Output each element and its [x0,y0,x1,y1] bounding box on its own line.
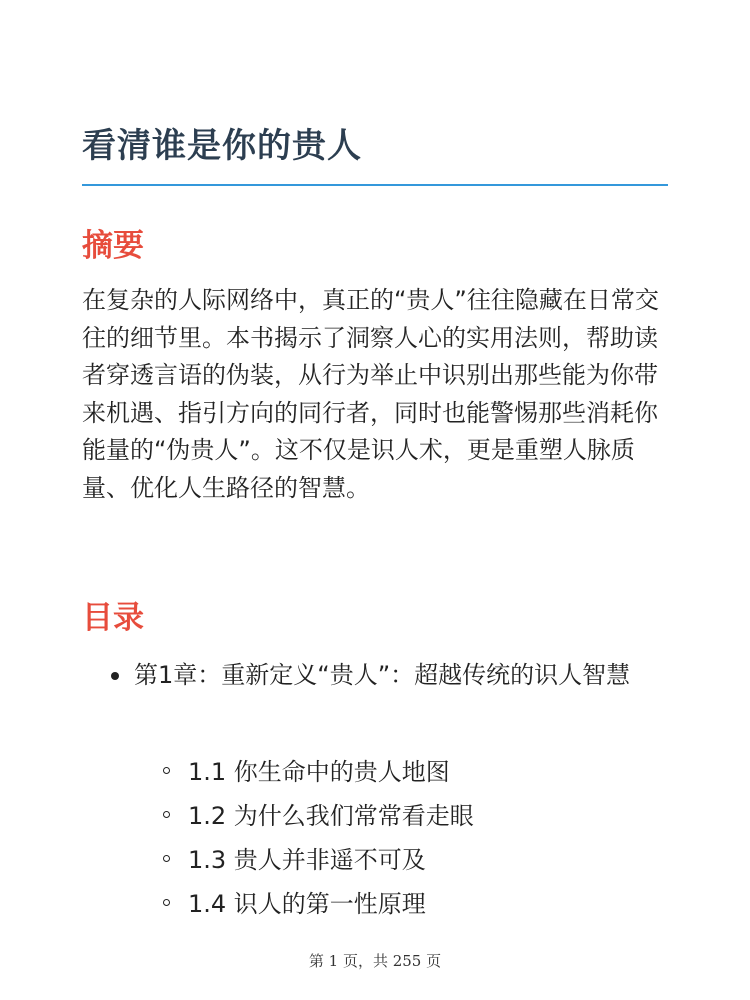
bullet-circle-icon [163,855,170,862]
page-number-footer: 第 1 页，共 255 页 [308,952,442,970]
toc-chapter-1[interactable] [82,657,682,694]
bullet-disc-icon [111,672,119,680]
toc-section-1-1[interactable] [162,753,662,797]
title-divider [82,184,668,186]
toc-section-label: 1.1 你生命中的贵人地图 [188,758,450,786]
toc-section-list [162,753,662,929]
toc-section-1-3[interactable] [162,841,662,885]
toc-section-1-4[interactable] [162,885,662,929]
bullet-circle-icon [163,899,170,906]
abstract-heading: 摘要 [82,228,144,264]
bullet-circle-icon [163,767,170,774]
document-title: 看清谁是你的贵人 [82,126,362,166]
toc-section-label: 1.3 贵人并非遥不可及 [188,846,426,874]
toc-section-label: 1.2 为什么我们常常看走眼 [188,802,474,830]
abstract-paragraph: 在复杂的人际网络中，真正的“贵人”往往隐藏在日常交往的细节里。本书揭示了洞察人心的实用法则，帮助读者穿透言语的伪装，从行为举止中识别出那些能为你带来机遇、指引方向的同行者，同时也能警惕那些消耗你能量的“伪贵人”。这不仅是识人术，更是重塑人脉质量、优化人生路径的智慧。 [82,286,659,502]
toc-section-1-2[interactable] [162,797,662,841]
toc-heading: 目录 [82,600,144,636]
bullet-circle-icon [163,811,170,818]
toc-chapter-label: 第1章：重新定义“贵人”：超越传统的识人智慧 [134,661,631,689]
toc-chapter-list [82,657,682,694]
toc-section-label: 1.4 识人的第一性原理 [188,890,426,918]
